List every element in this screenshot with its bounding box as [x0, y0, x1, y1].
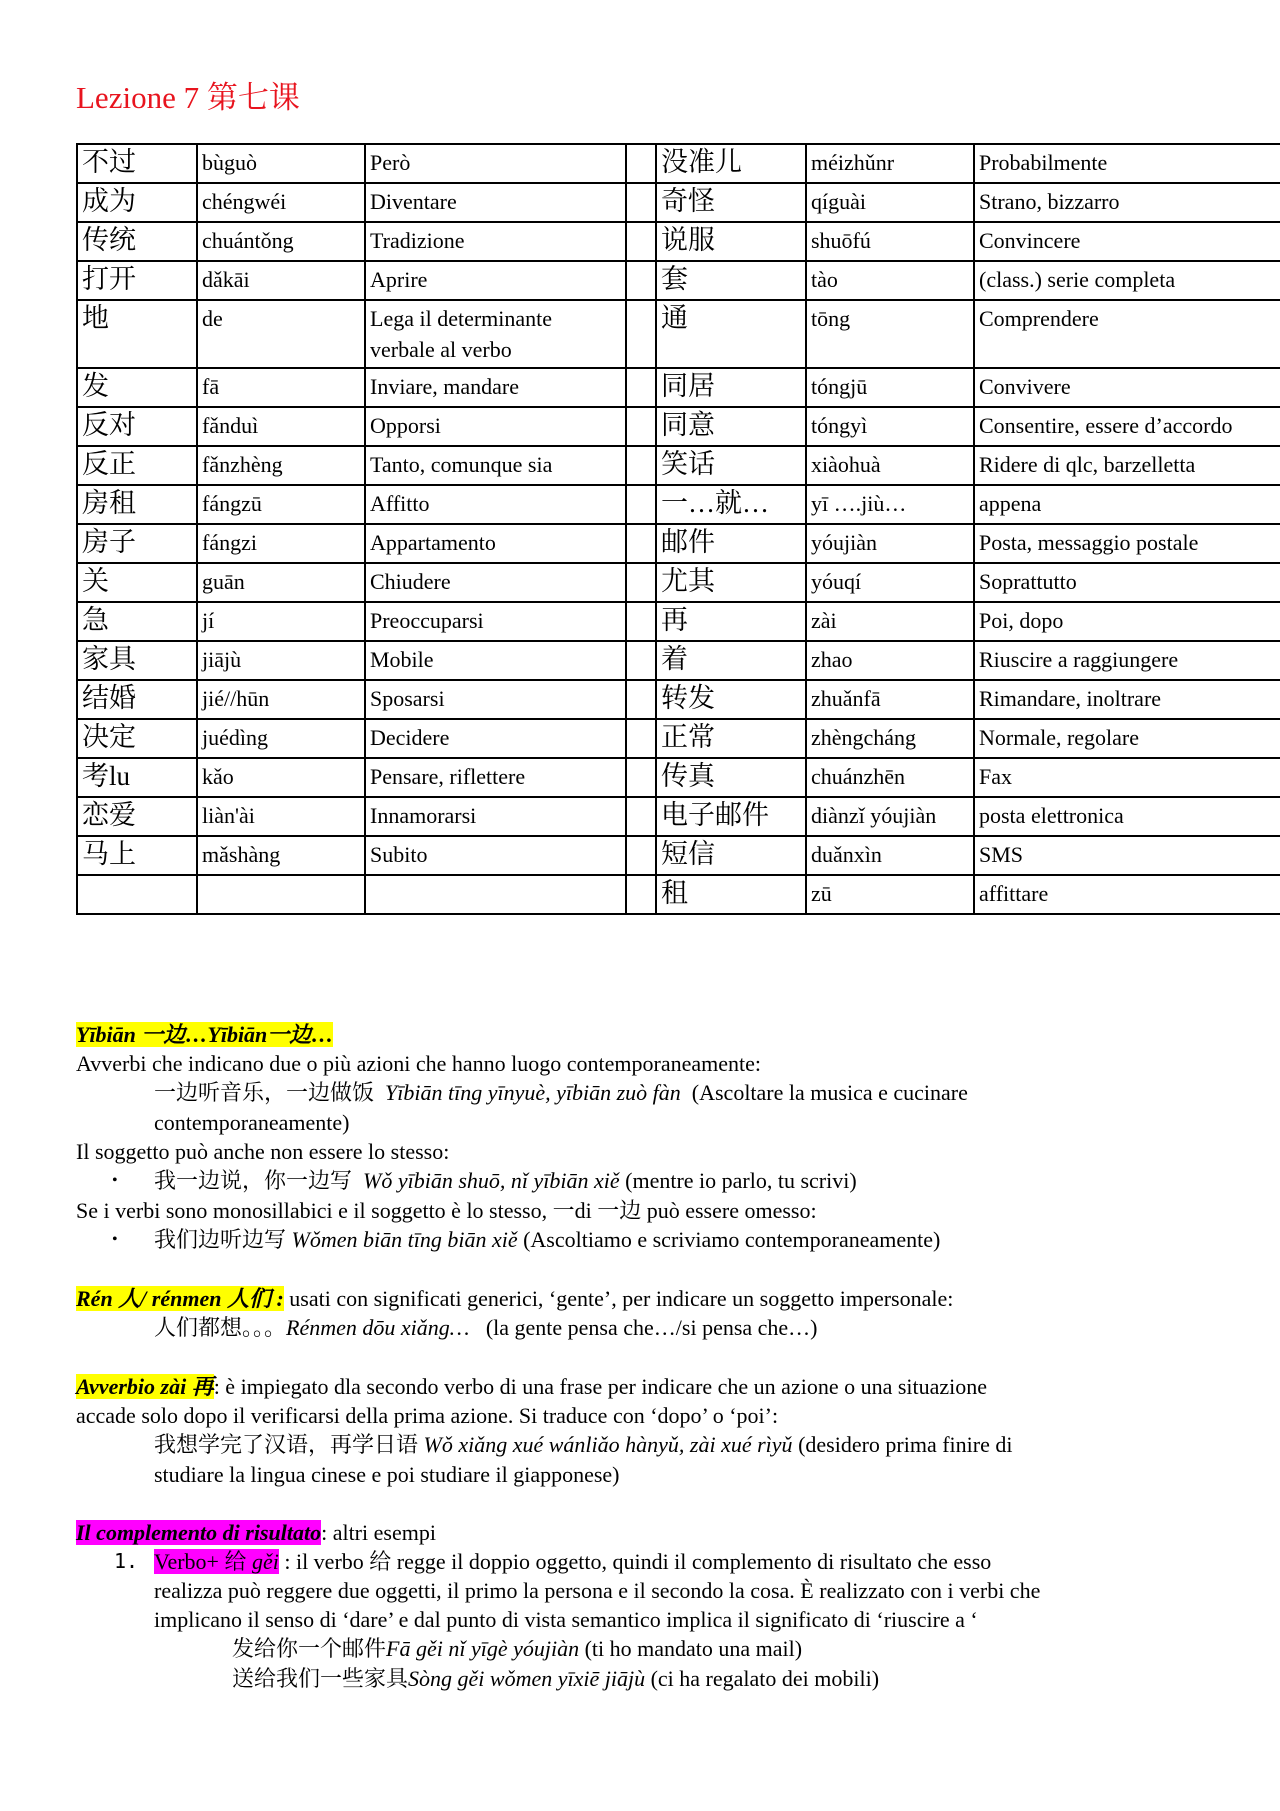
hanzi-cell: 一…就…: [656, 485, 806, 524]
pinyin-cell: zū: [806, 875, 974, 914]
pinyin-cell: zài: [806, 602, 974, 641]
hanzi-cell: 地: [77, 300, 197, 368]
section-zai-heading: Avverbio zài 再: è impiegato dla secondo verbo di una frase per indicare che un azione o una situazione: [76, 1374, 988, 1399]
meaning-cell: Opporsi: [365, 407, 626, 446]
column-separator: [626, 641, 656, 680]
hanzi-cell: 正常: [656, 719, 806, 758]
pinyin-cell: fǎnduì: [197, 407, 365, 446]
pinyin-cell: yóujiàn: [806, 524, 974, 563]
meaning-cell: posta elettronica: [974, 797, 1280, 836]
pinyin-cell: yī ….jiù…: [806, 485, 974, 524]
column-separator: [626, 602, 656, 641]
pinyin-cell: chéngwéi: [197, 183, 365, 222]
hanzi-cell: 说服: [656, 222, 806, 261]
hanzi-cell: 房租: [77, 485, 197, 524]
hanzi-cell: 打开: [77, 261, 197, 300]
pinyin-cell: fā: [197, 368, 365, 407]
column-separator: [626, 183, 656, 222]
hanzi-cell: 结婚: [77, 680, 197, 719]
hanzi-cell: 房子: [77, 524, 197, 563]
pinyin-cell: de: [197, 300, 365, 368]
vocab-row: [77, 368, 1280, 407]
vocab-row: [77, 836, 1280, 875]
hanzi-cell: 传真: [656, 758, 806, 797]
meaning-cell: Sposarsi: [365, 680, 626, 719]
pinyin-cell: zhuǎnfā: [806, 680, 974, 719]
column-separator: [626, 222, 656, 261]
pinyin-cell: juédìng: [197, 719, 365, 758]
pinyin-cell: yóuqí: [806, 563, 974, 602]
hanzi-cell: 不过: [77, 144, 197, 183]
column-separator: [626, 261, 656, 300]
column-separator: [626, 407, 656, 446]
pinyin-cell: bùguò: [197, 144, 365, 183]
vocab-row: [77, 261, 1280, 300]
example: 我想学完了汉语，再学日语 Wǒ xiǎng xué wánliǎo hànyǔ, zài xué rìyǔ (desidero prima finire di: [154, 1432, 1013, 1458]
vocab-row: [77, 563, 1280, 602]
meaning-cell: Affitto: [365, 485, 626, 524]
hanzi-cell: 反正: [77, 446, 197, 485]
section-result-heading: Il complemento di risultato: altri esempi: [76, 1520, 436, 1545]
example: 发给你一个邮件Fā gěi nǐ yīgè yóujiàn (ti ho mandato una mail): [232, 1636, 803, 1662]
column-separator: [626, 446, 656, 485]
hanzi-cell: 电子邮件: [656, 797, 806, 836]
hanzi-cell: 同意: [656, 407, 806, 446]
vocab-row: [77, 875, 1280, 914]
meaning-cell: Subito: [365, 836, 626, 875]
vocab-row: [77, 407, 1280, 446]
bullet-example: • 我一边说，你一边写 Wǒ yībiān shuō, nǐ yībiān xiě (mentre io parlo, tu scrivi): [76, 1166, 1256, 1196]
meaning-cell: Chiudere: [365, 563, 626, 602]
meaning-cell: Convincere: [974, 222, 1280, 261]
pinyin-cell: zhao: [806, 641, 974, 680]
vocab-row: [77, 758, 1280, 797]
paragraph: implicano il senso di ‘dare’ e dal punto di vista semantico implica il significato di ‘riuscire a ‘: [154, 1607, 978, 1632]
pinyin-cell: kǎo: [197, 758, 365, 797]
hanzi-cell: 没准儿: [656, 144, 806, 183]
hanzi-cell: 租: [656, 875, 806, 914]
bullet-example: • 我们边听边写 Wǒmen biān tīng biān xiě (Ascoltiamo e scriviamo contemporaneamente): [76, 1225, 1256, 1255]
vocab-row: [77, 602, 1280, 641]
meaning-cell: Aprire: [365, 261, 626, 300]
example-continuation: contemporaneamente): [154, 1110, 350, 1135]
vocab-row: [77, 797, 1280, 836]
hanzi-cell: 急: [77, 602, 197, 641]
pinyin-cell: qíguài: [806, 183, 974, 222]
meaning-cell: Tradizione: [365, 222, 626, 261]
hanzi-cell: 反对: [77, 407, 197, 446]
meaning-cell: affittare: [974, 875, 1280, 914]
paragraph: Se i verbi sono monosillabici e il soggetto è lo stesso, 一di 一边 può essere omesso:: [76, 1198, 817, 1223]
pinyin-cell: guān: [197, 563, 365, 602]
meaning-cell: Consentire, essere d’accordo: [974, 407, 1280, 446]
vocab-row: [77, 446, 1280, 485]
hanzi-cell: 恋爱: [77, 797, 197, 836]
pinyin-cell: fǎnzhèng: [197, 446, 365, 485]
column-separator: [626, 368, 656, 407]
example-continuation: studiare la lingua cinese e poi studiare il giapponese): [154, 1462, 620, 1487]
meaning-cell: Soprattutto: [974, 563, 1280, 602]
meaning-cell: Inviare, mandare: [365, 368, 626, 407]
hanzi-cell: 通: [656, 300, 806, 368]
vocab-row: [77, 183, 1280, 222]
meaning-cell: Convivere: [974, 368, 1280, 407]
hanzi-cell: 家具: [77, 641, 197, 680]
meaning-cell: Ridere di qlc, barzelletta: [974, 446, 1280, 485]
meaning-cell: Lega il determinante verbale al verbo: [365, 300, 626, 368]
meaning-cell: Però: [365, 144, 626, 183]
example: 一边听音乐，一边做饭 Yībiān tīng yīnyuè, yībiān zuò fàn (Ascoltare la musica e cucinare: [154, 1080, 968, 1106]
pinyin-cell: mǎshàng: [197, 836, 365, 875]
vocab-row: [77, 641, 1280, 680]
pinyin-cell: tào: [806, 261, 974, 300]
vocabulary-table: [76, 143, 1280, 915]
meaning-cell: Tanto, comunque sia: [365, 446, 626, 485]
hanzi-cell: 关: [77, 563, 197, 602]
vocab-row: [77, 222, 1280, 261]
column-separator: [626, 524, 656, 563]
column-separator: [626, 563, 656, 602]
section-yibian-heading: Yībiān 一边…Yībiān一边…: [76, 1022, 334, 1047]
pinyin-cell: dǎkāi: [197, 261, 365, 300]
meaning-cell: Comprendere: [974, 300, 1280, 368]
hanzi-cell: 传统: [77, 222, 197, 261]
meaning-cell: Riuscire a raggiungere: [974, 641, 1280, 680]
pinyin-cell: fángzū: [197, 485, 365, 524]
meaning-cell: Probabilmente: [974, 144, 1280, 183]
pinyin-cell: jí: [197, 602, 365, 641]
pinyin-cell: [197, 875, 365, 914]
pinyin-cell: fángzi: [197, 524, 365, 563]
column-separator: [626, 485, 656, 524]
hanzi-cell: 考lu: [77, 758, 197, 797]
hanzi-cell: [77, 875, 197, 914]
meaning-cell: Innamorarsi: [365, 797, 626, 836]
hanzi-cell: 笑话: [656, 446, 806, 485]
pinyin-cell: shuōfú: [806, 222, 974, 261]
meaning-cell: Mobile: [365, 641, 626, 680]
hanzi-cell: 短信: [656, 836, 806, 875]
meaning-cell: Fax: [974, 758, 1280, 797]
grammar-notes: [76, 1020, 1256, 1694]
vocab-row: [77, 485, 1280, 524]
hanzi-cell: 尤其: [656, 563, 806, 602]
hanzi-cell: 再: [656, 602, 806, 641]
paragraph: realizza può reggere due oggetti, il primo la persona e il secondo la cosa. È realizzato con i verbi che: [154, 1578, 1041, 1603]
numbered-item: 1. Verbo+ 给 gěi : il verbo 给 regge il doppio oggetto, quindi il complemento di risultato che esso: [114, 1549, 992, 1574]
pinyin-cell: xiàohuà: [806, 446, 974, 485]
vocab-row: [77, 680, 1280, 719]
meaning-cell: Strano, bizzarro: [974, 183, 1280, 222]
vocab-row: [77, 144, 1280, 183]
meaning-cell: Poi, dopo: [974, 602, 1280, 641]
column-separator: [626, 680, 656, 719]
meaning-cell: SMS: [974, 836, 1280, 875]
hanzi-cell: 着: [656, 641, 806, 680]
hanzi-cell: 同居: [656, 368, 806, 407]
example: 送给我们一些家具Sòng gěi wǒmen yīxiē jiājù (ci ha regalato dei mobili): [232, 1666, 880, 1692]
meaning-cell: Appartamento: [365, 524, 626, 563]
pinyin-cell: duǎnxìn: [806, 836, 974, 875]
hanzi-cell: 成为: [77, 183, 197, 222]
pinyin-cell: tóngyì: [806, 407, 974, 446]
example: 人们都想。。。Rénmen dōu xiǎng… (la gente pensa che…/si pensa che…): [154, 1315, 818, 1341]
meaning-cell: [365, 875, 626, 914]
meaning-cell: (class.) serie completa: [974, 261, 1280, 300]
page-title: Lezione 7 第七课: [76, 80, 300, 115]
paragraph: Il soggetto può anche non essere lo stesso:: [76, 1139, 450, 1164]
hanzi-cell: 决定: [77, 719, 197, 758]
column-separator: [626, 875, 656, 914]
pinyin-cell: jiājù: [197, 641, 365, 680]
section-ren-heading: Rén 人/ rénmen 人们 : usati con significati generici, ‘gente’, per indicare un soggetto impersonale:: [76, 1286, 954, 1311]
pinyin-cell: liàn'ài: [197, 797, 365, 836]
hanzi-cell: 奇怪: [656, 183, 806, 222]
column-separator: [626, 144, 656, 183]
pinyin-cell: tóngjū: [806, 368, 974, 407]
section-yibian-intro: Avverbi che indicano due o più azioni che hanno luogo contemporaneamente:: [76, 1051, 762, 1076]
hanzi-cell: 邮件: [656, 524, 806, 563]
meaning-cell: Pensare, riflettere: [365, 758, 626, 797]
pinyin-cell: zhèngcháng: [806, 719, 974, 758]
meaning-cell: Decidere: [365, 719, 626, 758]
pinyin-cell: chuánzhēn: [806, 758, 974, 797]
column-separator: [626, 797, 656, 836]
meaning-cell: Rimandare, inoltrare: [974, 680, 1280, 719]
column-separator: [626, 758, 656, 797]
hanzi-cell: 转发: [656, 680, 806, 719]
meaning-cell: Normale, regolare: [974, 719, 1280, 758]
meaning-cell: Preoccuparsi: [365, 602, 626, 641]
vocab-row: [77, 300, 1280, 368]
pinyin-cell: méizhǔnr: [806, 144, 974, 183]
paragraph: accade solo dopo il verificarsi della prima azione. Si traduce con ‘dopo’ o ‘poi’:: [76, 1403, 779, 1428]
hanzi-cell: 马上: [77, 836, 197, 875]
meaning-cell: Posta, messaggio postale: [974, 524, 1280, 563]
hanzi-cell: 发: [77, 368, 197, 407]
meaning-cell: appena: [974, 485, 1280, 524]
pinyin-cell: diànzǐ yóujiàn: [806, 797, 974, 836]
column-separator: [626, 719, 656, 758]
column-separator: [626, 836, 656, 875]
meaning-cell: Diventare: [365, 183, 626, 222]
hanzi-cell: 套: [656, 261, 806, 300]
pinyin-cell: chuántǒng: [197, 222, 365, 261]
pinyin-cell: tōng: [806, 300, 974, 368]
vocab-row: [77, 524, 1280, 563]
column-separator: [626, 300, 656, 368]
pinyin-cell: jié//hūn: [197, 680, 365, 719]
vocab-row: [77, 719, 1280, 758]
